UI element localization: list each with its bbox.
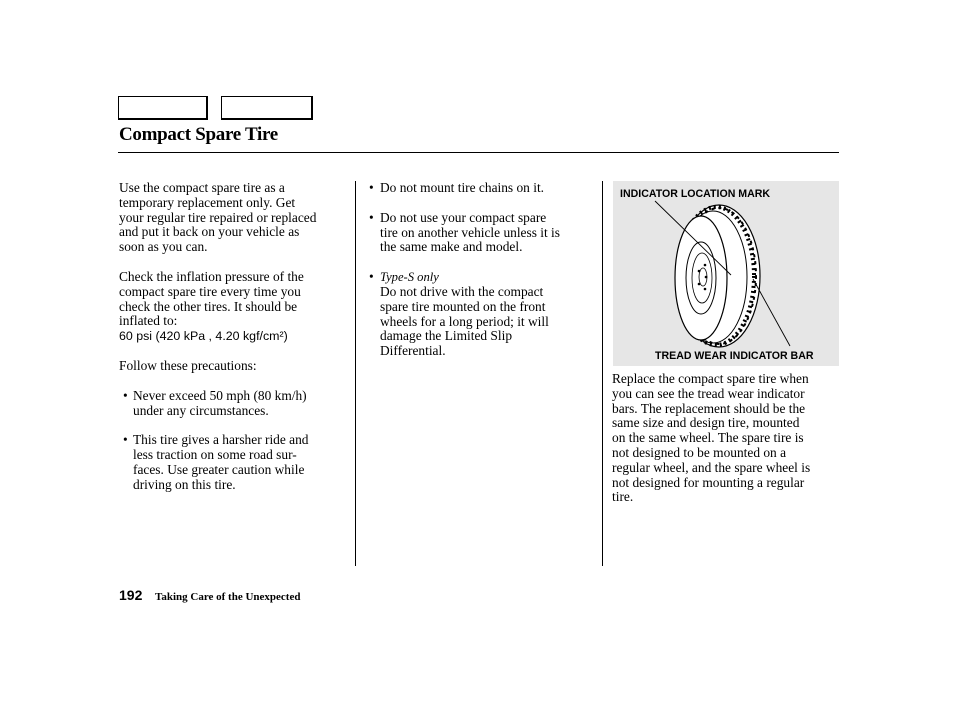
precautions-intro: Follow these precautions: bbox=[119, 357, 257, 373]
pressure-value: 60 psi (420 kPa , 4.20 kgf/cm²) bbox=[119, 329, 288, 344]
tire-figure bbox=[613, 181, 839, 366]
section-name: Taking Care of the Unexpected bbox=[155, 591, 301, 603]
bullet-chains: • Do not mount tire chains on it. bbox=[369, 180, 545, 195]
page-title: Compact Spare Tire bbox=[119, 124, 278, 145]
inflation-paragraph: Check the inflation pressure of the compact spare tire every time you check the other tires. It should be inflated to: 60 psi (420 kPa , 4.20 kgf/cm²) bbox=[119, 268, 304, 344]
tread-wear-bar-label: TREAD WEAR INDICATOR BAR bbox=[655, 350, 814, 362]
indicator-location-label: INDICATOR LOCATION MARK bbox=[620, 188, 771, 200]
nav-tab-1[interactable] bbox=[118, 96, 208, 120]
replacement-paragraph: Replace the compact spare tire when you can see the tread wear indicator bars. The replacement should be the same size and design tire, mounted on the same wheel. The spare tire is not designed to be mounted on a regular wheel, and the spare wheel is not designed for mounting a regular tire. bbox=[612, 371, 811, 505]
column-2 bbox=[369, 181, 594, 359]
intro-paragraph: Use the compact spare tire as a temporary replacement only. Get your regular tire repaired or replaced and put it back on your vehicle as soon as you can. bbox=[119, 180, 317, 255]
bullet-speed: • Never exceed 50 mph (80 km/h) under any circumstances. bbox=[123, 387, 307, 418]
column-divider-2 bbox=[602, 181, 603, 566]
title-divider bbox=[118, 152, 839, 153]
type-s-label: Type-S only bbox=[380, 270, 439, 285]
column-3 bbox=[612, 372, 842, 505]
bullet-type-s: • Type-S only Do not drive with the compact spare tire mounted on the front wheels for a long period; it will damage the Limited Slip Differential. bbox=[369, 269, 549, 359]
column-1 bbox=[119, 181, 349, 493]
spare-tire-icon bbox=[613, 181, 839, 366]
column-divider-1 bbox=[355, 181, 356, 566]
bullet-other-vehicle: • Do not use your compact spare tire on another vehicle unless it is the same make and model. bbox=[369, 209, 560, 255]
bullet-traction: • This tire gives a harsher ride and less traction on some road sur- faces. Use greater caution while driving on this tire. bbox=[123, 432, 309, 492]
nav-tab-2[interactable] bbox=[221, 96, 313, 120]
page-number: 192 bbox=[119, 587, 143, 603]
